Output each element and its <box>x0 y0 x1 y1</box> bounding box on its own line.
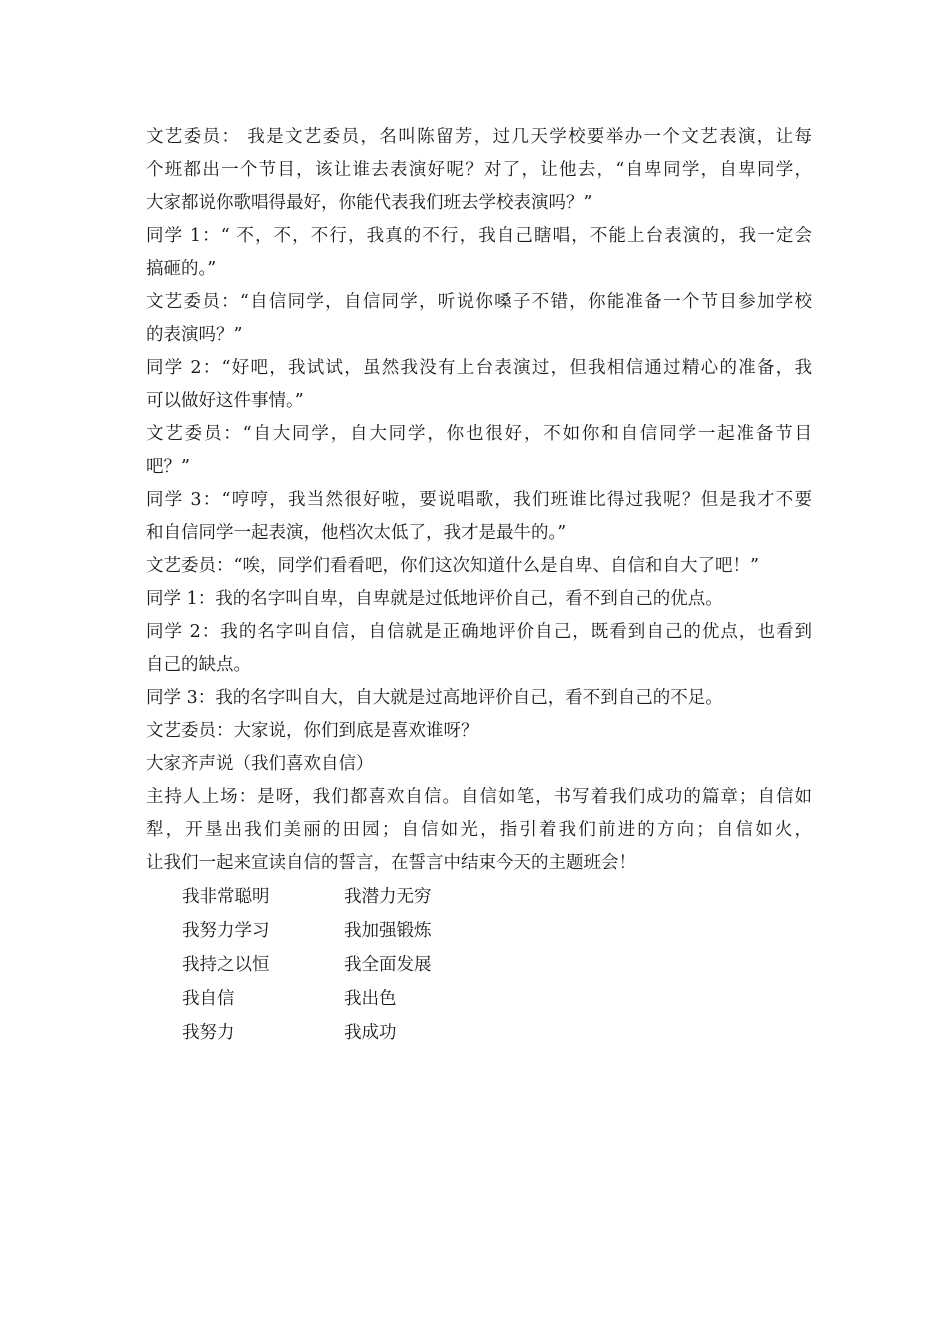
oath-left: 我自信 <box>182 989 235 1009</box>
oath-left: 我努力 <box>182 1023 235 1043</box>
text-line: 搞砸的。” <box>146 259 217 279</box>
text-line: 文艺委员：“唉，同学们看看吧，你们这次知道什么是自卑、自信和自大了吧！” <box>146 556 759 576</box>
text-line: 同学 3：“哼哼，我当然很好啦，要说唱歌，我们班谁比得过我呢？但是我才不要 <box>146 490 812 510</box>
oath-block <box>146 880 812 1050</box>
text-line: 文艺委员：“自信同学，自信同学，听说你嗓子不错，你能准备一个节目参加学校 <box>146 292 812 312</box>
text-line: 吧？” <box>146 457 190 477</box>
oath-left: 我非常聪明 <box>182 887 270 907</box>
oath-right: 我出色 <box>344 989 397 1009</box>
oath-left: 我努力学习 <box>182 921 270 941</box>
text-line: 的表演吗？” <box>146 325 243 345</box>
oath-right: 我全面发展 <box>344 955 432 975</box>
oath-left: 我持之以恒 <box>182 955 270 975</box>
oath-row <box>146 1016 812 1050</box>
oath-row <box>146 948 812 982</box>
text-line: 犁，开垦出我们美丽的田园；自信如光，指引着我们前进的方向；自信如火， <box>146 820 812 840</box>
document-page <box>146 121 812 1050</box>
oath-right: 我潜力无穷 <box>344 887 432 907</box>
oath-row <box>146 982 812 1016</box>
text-line: 大家齐声说（我们喜欢自信） <box>146 754 374 774</box>
oath-row <box>146 914 812 948</box>
text-line: 大家都说你歌唱得最好，你能代表我们班去学校表演吗？” <box>146 193 593 213</box>
oath-row <box>146 880 812 914</box>
text-line: 可以做好这件事情。” <box>146 391 304 411</box>
text-line: 和自信同学一起表演，他档次太低了，我才是最牛的。” <box>146 523 567 543</box>
text-line: 让我们一起来宣读自信的誓言，在誓言中结束今天的主题班会！ <box>146 853 636 873</box>
text-line: 同学 1：“ 不，不，不行，我真的不行，我自己瞎唱，不能上台表演的，我一定会 <box>146 226 812 246</box>
oath-right: 我加强锻炼 <box>344 921 432 941</box>
text-line: 文艺委员： 我是文艺委员，名叫陈留芳，过几天学校要举办一个文艺表演，让每 <box>146 127 812 147</box>
text-line: 自己的缺点。 <box>146 655 251 675</box>
text-line: 同学 2：我的名字叫自信，自信就是正确地评价自己，既看到自己的优点，也看到 <box>146 622 812 642</box>
text-line: 文艺委员：“自大同学，自大同学，你也很好，不如你和自信同学一起准备节目 <box>146 424 812 444</box>
text-line: 同学 3：我的名字叫自大，自大就是过高地评价自己，看不到自己的不足。 <box>146 688 723 708</box>
text-line: 同学 2：“好吧，我试试，虽然我没有上台表演过，但我相信通过精心的准备，我 <box>146 358 812 378</box>
dialogue-text <box>146 121 812 880</box>
oath-right: 我成功 <box>344 1023 397 1043</box>
text-line: 文艺委员：大家说，你们到底是喜欢谁呀？ <box>146 721 479 741</box>
text-line: 同学 1：我的名字叫自卑，自卑就是过低地评价自己，看不到自己的优点。 <box>146 589 723 609</box>
text-line: 个班都出一个节目，该让谁去表演好呢？对了，让他去，“自卑同学，自卑同学， <box>146 160 812 180</box>
text-line: 主持人上场：是呀，我们都喜欢自信。自信如笔，书写着我们成功的篇章；自信如 <box>146 787 812 807</box>
